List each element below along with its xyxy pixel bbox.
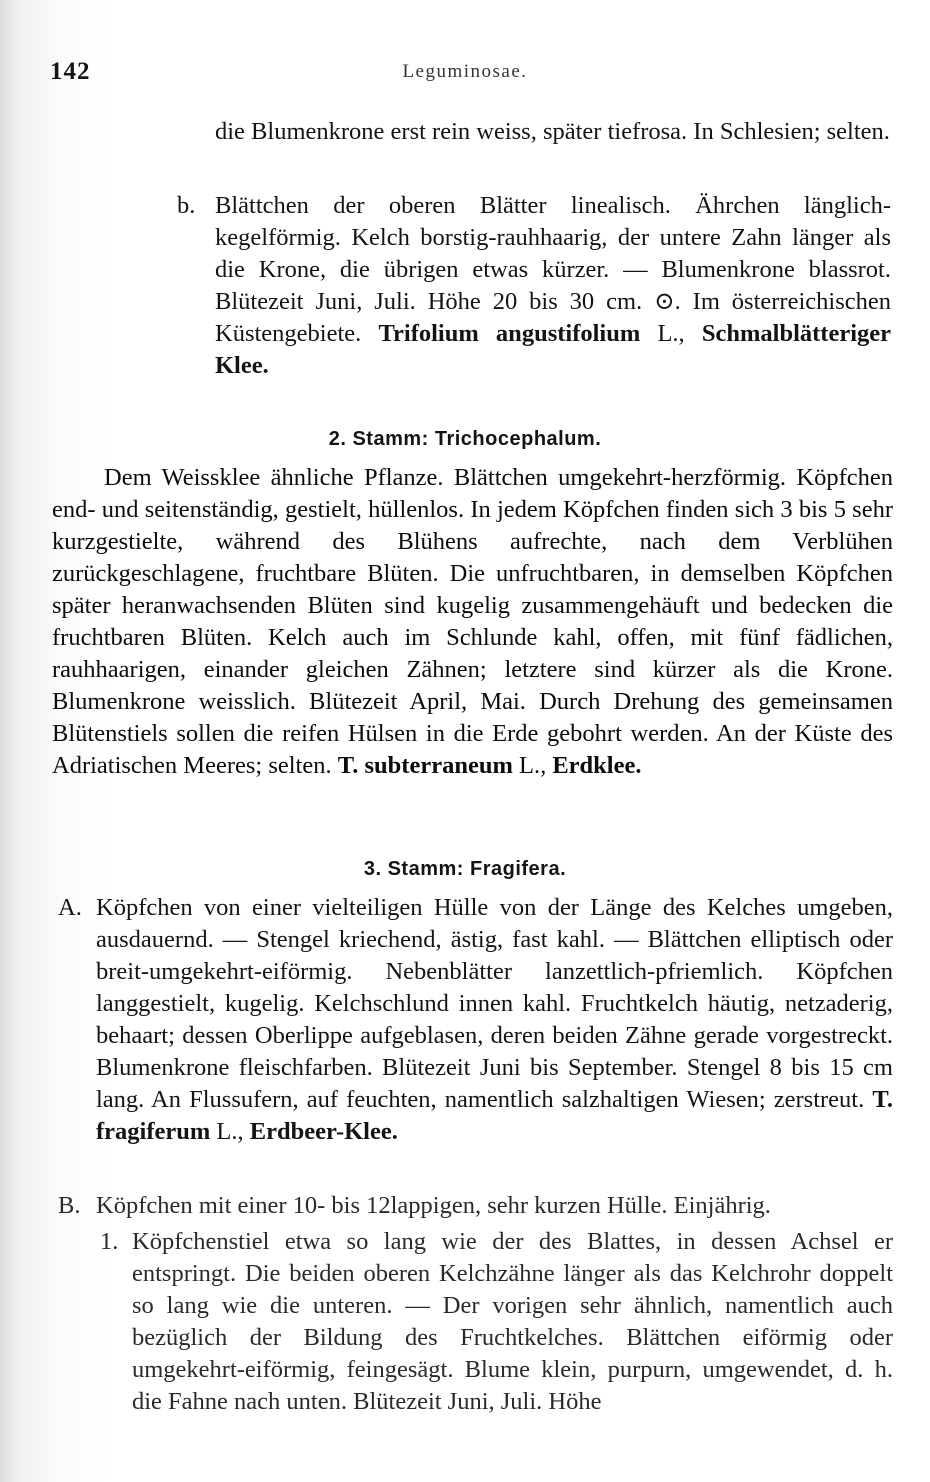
trichocephalum-paragraph xyxy=(52,462,893,782)
item-label-A: A. xyxy=(58,894,82,921)
species-author: L., xyxy=(216,1118,244,1145)
species-author: L., xyxy=(518,752,547,779)
item-label-b: b. xyxy=(177,192,196,219)
item-B-text: Köpfchen mit einer 10- bis 12lappigen, sehr kurzen Hülle. Einjährig. xyxy=(96,1192,771,1219)
key-item-A xyxy=(58,892,893,1148)
species-name: T. subterraneum xyxy=(337,752,513,779)
species-author: L., xyxy=(657,320,685,347)
key-item-B xyxy=(58,1190,893,1222)
page-number: 142 xyxy=(50,58,91,85)
common-name: Erdbeer-Klee. xyxy=(249,1118,398,1145)
continuation-paragraph xyxy=(215,116,891,148)
common-name: Schmalblätteriger Klee. xyxy=(215,320,892,379)
common-name: Erdklee. xyxy=(552,752,642,779)
section-heading-trichocephalum: 2. Stamm: Trichocephalum. xyxy=(328,428,602,450)
page-header xyxy=(0,58,930,92)
item-label-B: B. xyxy=(58,1192,81,1219)
species-name: T. fragiferum xyxy=(96,1086,893,1145)
key-item-b xyxy=(177,190,892,382)
item-A-text: Köpfchen von einer vielteiligen Hülle von der Länge des Kelches umgeben, ausdauernd. — Stengel kriechend, ästig, fast kahl. — Blättchen elliptisch oder breit-umgekehrt-eiförmig. Nebenblätter lanzettlich-pfriemlich. Köpfchen langgestielt, kugelig. Kelchschlund innen kahl. Fruchtkelch häutig, netzaderig, behaart; dessen Oberlippe aufgeblasen, deren beiden Zähne gerade vorgestreckt. Blumenkrone fleischfarben. Blütezeit Juni bis September. Stengel 8 bis 15 cm lang. An Flussufern, auf feuchten, namentlich salzhaltigen Wiesen; zerstreut. xyxy=(96,894,893,1113)
running-head: Leguminosae. xyxy=(402,61,528,82)
item-b-text: Blättchen der oberen Blätter linealisch. Ährchen länglich-kegelförmig. Kelch borstig-rauhhaarig, der untere Zahn länger als die Krone, die übrigen etwas kürzer. — Blumenkrone blassrot. Blütezeit Juni, Juli. Höhe 20 bis 30 cm. ⊙. Im österreichischen Küstengebiete. xyxy=(215,192,891,347)
species-name: Trifolium angustifolium xyxy=(378,320,641,347)
continuation-text: die Blumenkrone erst rein weiss, später tiefrosa. In Schlesien; selten. xyxy=(215,118,890,145)
section-heading-fragifera: 3. Stamm: Fragifera. xyxy=(363,858,567,880)
item-label-1: 1. xyxy=(100,1228,119,1255)
trichocephalum-text: Dem Weissklee ähnliche Pflanze. Blättchen umgekehrt-herzförmig. Köpfchen end- und seitenständig, gestielt, hüllenlos. In jedem Köpfchen finden sich 3 bis 5 sehr kurzgestielte, während des Blühens aufrechte, nach dem Verblühen zurückgeschlagene, fruchtbare Blüten. Die unfruchtbaren, in demselben Köpfchen später heranwachsenden Blüten sind kugelig zusammengehäuft und bedecken die fruchtbaren Blüten. Kelch auch im Schlunde kahl, offen, mit fünf fädlichen, rauhhaarigen, einander gleichen Zähnen; letztere sind kürzer als die Krone. Blumenkrone weisslich. Blütezeit April, Mai. Durch Drehung des gemeinsamen Blütenstiels sollen die reifen Hülsen in die Erde gebohrt werden. An der Küste des Adriatischen Meeres; selten. xyxy=(52,464,893,779)
key-item-1 xyxy=(100,1226,893,1418)
item-1-text: Köpfchenstiel etwa so lang wie der des Blattes, in dessen Achsel er entspringt. Die beiden oberen Kelchzähne länger als das Kelchrohr doppelt so lang wie die unteren. — Der vorigen sehr ähnlich, namentlich auch bezüglich der Bildung des Fruchtkelches. Blättchen eiförmig oder umgekehrt-eiförmig, feingesägt. Blume klein, purpurn, umgewendet, d. h. die Fahne nach unten. Blütezeit Juni, Juli. Höhe xyxy=(132,1228,893,1415)
